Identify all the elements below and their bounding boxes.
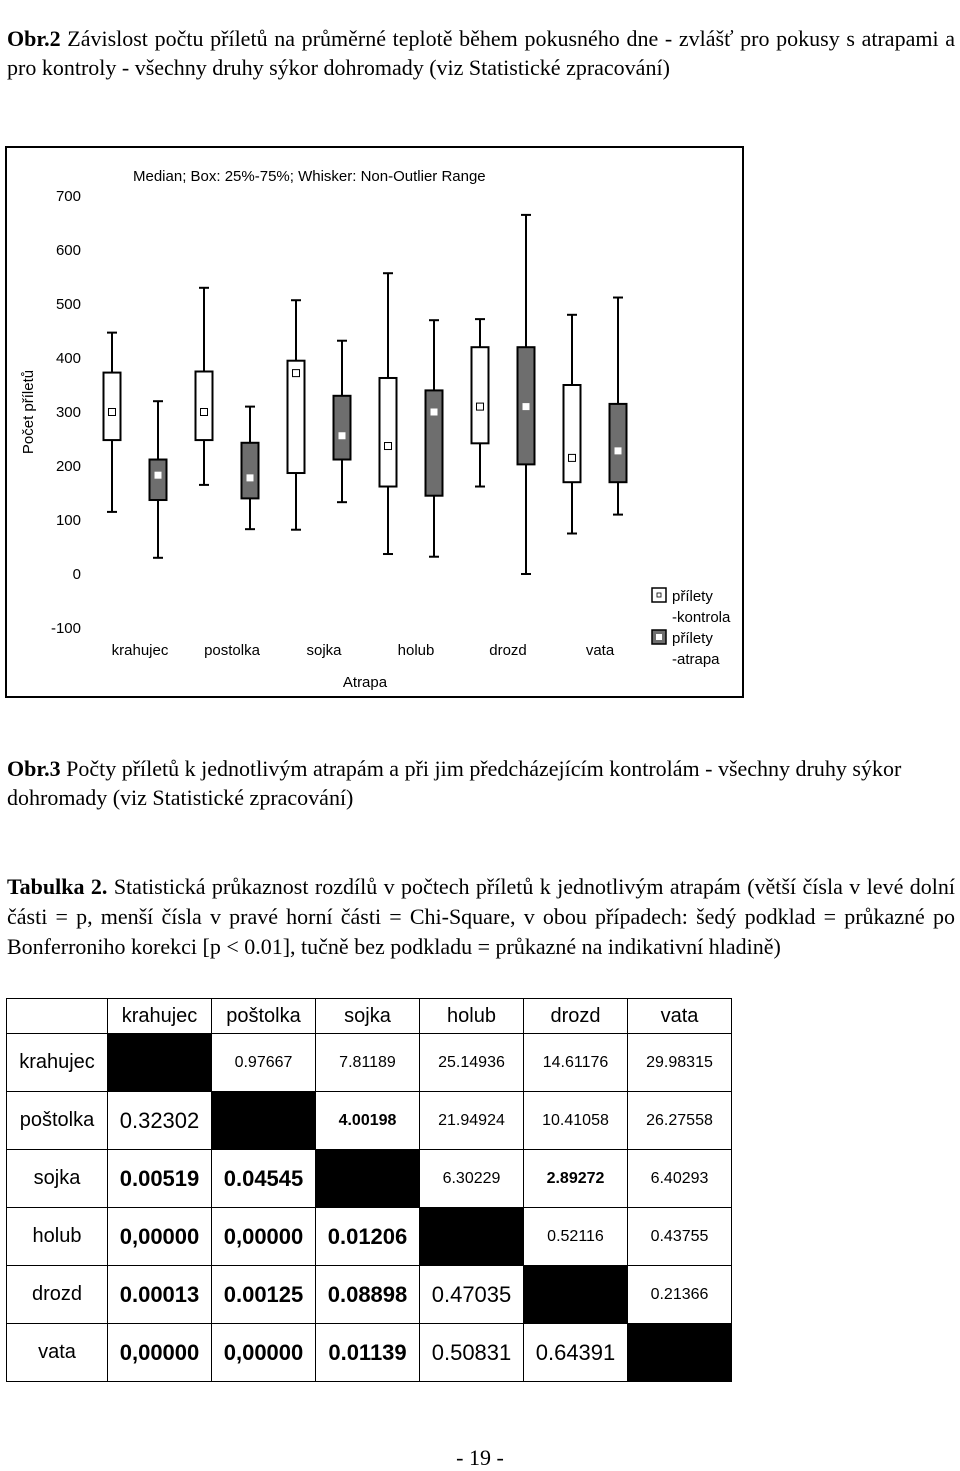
legend-label: -atrapa — [672, 651, 720, 668]
table-cell: 4.00198 — [316, 1092, 420, 1150]
table-corner-cell — [7, 999, 108, 1034]
table-row — [7, 1324, 732, 1382]
y-tick-label: 700 — [55, 188, 81, 205]
box-atrapa — [334, 396, 351, 460]
x-axis-label: Atrapa — [342, 674, 388, 691]
figure-3-label: Obr.3 — [7, 756, 61, 781]
row-header: krahujec — [7, 1034, 108, 1092]
median-marker — [569, 454, 576, 461]
median-marker — [109, 409, 116, 416]
median-marker — [339, 432, 346, 439]
table-cell: 6.30229 — [420, 1150, 524, 1208]
box-kontrola — [104, 373, 121, 441]
y-tick-label: 100 — [55, 512, 81, 529]
y-tick-label: 400 — [55, 350, 81, 367]
boxplot-svg — [7, 148, 746, 700]
legend-label: přílety — [672, 588, 713, 605]
figure-3-caption — [7, 754, 955, 812]
row-header: sojka — [7, 1150, 108, 1208]
figure-2-label: Obr.2 — [7, 26, 61, 51]
x-tick-label: drozd — [489, 642, 527, 659]
table-cell: 0.47035 — [420, 1266, 524, 1324]
median-marker — [385, 443, 392, 450]
table-cell: 0,00000 — [212, 1324, 316, 1382]
column-header: drozd — [524, 999, 628, 1034]
diagonal-cell — [316, 1150, 420, 1208]
diagonal-cell — [524, 1266, 628, 1324]
significance-table — [6, 998, 732, 1382]
row-header: poštolka — [7, 1092, 108, 1150]
box-kontrola — [380, 378, 397, 487]
median-marker — [201, 409, 208, 416]
table-2-label: Tabulka 2. — [7, 874, 108, 899]
row-header: drozd — [7, 1266, 108, 1324]
table-row — [7, 1266, 732, 1324]
table-cell: 0.00519 — [108, 1150, 212, 1208]
x-tick-label: krahujec — [111, 642, 169, 659]
box-atrapa — [242, 443, 259, 499]
box-atrapa — [426, 390, 443, 495]
median-marker — [431, 409, 438, 416]
figure-3-caption-text: Počty příletů k jednotlivým atrapám a při jim předcházejícím kontrolám - všechny druhy sýkor dohromady (viz Statistické zpracování) — [7, 756, 902, 810]
y-tick-label: 500 — [55, 296, 81, 313]
box-kontrola — [564, 385, 581, 482]
box-atrapa — [610, 404, 627, 482]
y-tick-label: 600 — [55, 242, 81, 259]
table-cell: 0.97667 — [212, 1034, 316, 1092]
figure-2-caption-text: Závislost počtu příletů na průměrné teplotě během pokusného dne - zvlášť pro pokusy s atrapami a pro kontroly - všechny druhy sýkor dohromady (viz Statistické zpracování) — [7, 26, 955, 80]
column-header: holub — [420, 999, 524, 1034]
box-kontrola — [288, 361, 305, 473]
table-cell: 0.32302 — [108, 1092, 212, 1150]
table-cell: 0.01139 — [316, 1324, 420, 1382]
y-tick-label: 200 — [55, 458, 81, 475]
table-cell: 0.43755 — [628, 1208, 732, 1266]
y-tick-label: -100 — [50, 620, 81, 637]
x-tick-label: postolka — [204, 642, 260, 659]
diagonal-cell — [628, 1324, 732, 1382]
table-cell: 0.01206 — [316, 1208, 420, 1266]
median-marker — [155, 472, 162, 479]
table-header-row — [7, 999, 732, 1034]
row-header: holub — [7, 1208, 108, 1266]
page-number: - 19 - — [456, 1445, 504, 1470]
table-row — [7, 1034, 732, 1092]
table-cell: 10.41058 — [524, 1092, 628, 1150]
table-cell: 29.98315 — [628, 1034, 732, 1092]
column-header: vata — [628, 999, 732, 1034]
table-row — [7, 1092, 732, 1150]
x-tick-label: sojka — [306, 642, 342, 659]
box-kontrola — [196, 372, 213, 441]
legend-label: -kontrola — [672, 609, 731, 626]
table-row — [7, 1150, 732, 1208]
median-marker — [615, 447, 622, 454]
table-cell: 6.40293 — [628, 1150, 732, 1208]
median-marker — [523, 403, 530, 410]
table-row — [7, 1208, 732, 1266]
table-2-caption-text: Statistická průkaznost rozdílů v počtech příletů k jednotlivým atrapám (větší čísla v levé dolní části = p, menší čísla v pravé horní části = Chi-Square, v obou případech: šedý podklad = průkazné po Bonferroniho korekci [p < 0.01], tučně bez podkladu = průkazné na indikativní hladině) — [7, 874, 955, 959]
table-cell: 0.08898 — [316, 1266, 420, 1324]
x-tick-label: holub — [397, 642, 435, 659]
table-cell: 0.04545 — [212, 1150, 316, 1208]
table-cell: 25.14936 — [420, 1034, 524, 1092]
table-cell: 0.52116 — [524, 1208, 628, 1266]
median-marker — [293, 370, 300, 377]
diagonal-cell — [420, 1208, 524, 1266]
table-cell: 26.27558 — [628, 1092, 732, 1150]
legend-label: přílety — [672, 630, 713, 647]
table-cell: 21.94924 — [420, 1092, 524, 1150]
legend-marker-atrapa — [656, 634, 662, 640]
table-cell: 0,00000 — [212, 1208, 316, 1266]
column-header: sojka — [316, 999, 420, 1034]
table-2-caption — [7, 872, 955, 962]
table-cell: 0,00000 — [108, 1324, 212, 1382]
diagonal-cell — [212, 1092, 316, 1150]
table-cell: 7.81189 — [316, 1034, 420, 1092]
y-tick-label: 0 — [72, 566, 81, 583]
median-marker — [247, 474, 254, 481]
table-cell: 0.00013 — [108, 1266, 212, 1324]
figure-2-caption — [7, 24, 955, 82]
table-cell: 14.61176 — [524, 1034, 628, 1092]
diagonal-cell — [108, 1034, 212, 1092]
chart-title: Median; Box: 25%-75%; Whisker: Non-Outlier Range — [133, 168, 486, 185]
box-kontrola — [472, 347, 489, 443]
boxplot-chart — [5, 146, 744, 698]
table-cell: 0.64391 — [524, 1324, 628, 1382]
y-tick-label: 300 — [55, 404, 81, 421]
legend-marker-kontrola — [657, 593, 661, 597]
table-cell: 0.21366 — [628, 1266, 732, 1324]
column-header: poštolka — [212, 999, 316, 1034]
box-atrapa — [150, 460, 167, 501]
median-marker — [477, 403, 484, 410]
table-cell: 0.50831 — [420, 1324, 524, 1382]
y-axis-label: Počet příletů — [20, 369, 37, 455]
x-tick-label: vata — [585, 642, 615, 659]
table-cell: 0.00125 — [212, 1266, 316, 1324]
row-header: vata — [7, 1324, 108, 1382]
column-header: krahujec — [108, 999, 212, 1034]
table-cell: 0,00000 — [108, 1208, 212, 1266]
table-cell: 2.89272 — [524, 1150, 628, 1208]
